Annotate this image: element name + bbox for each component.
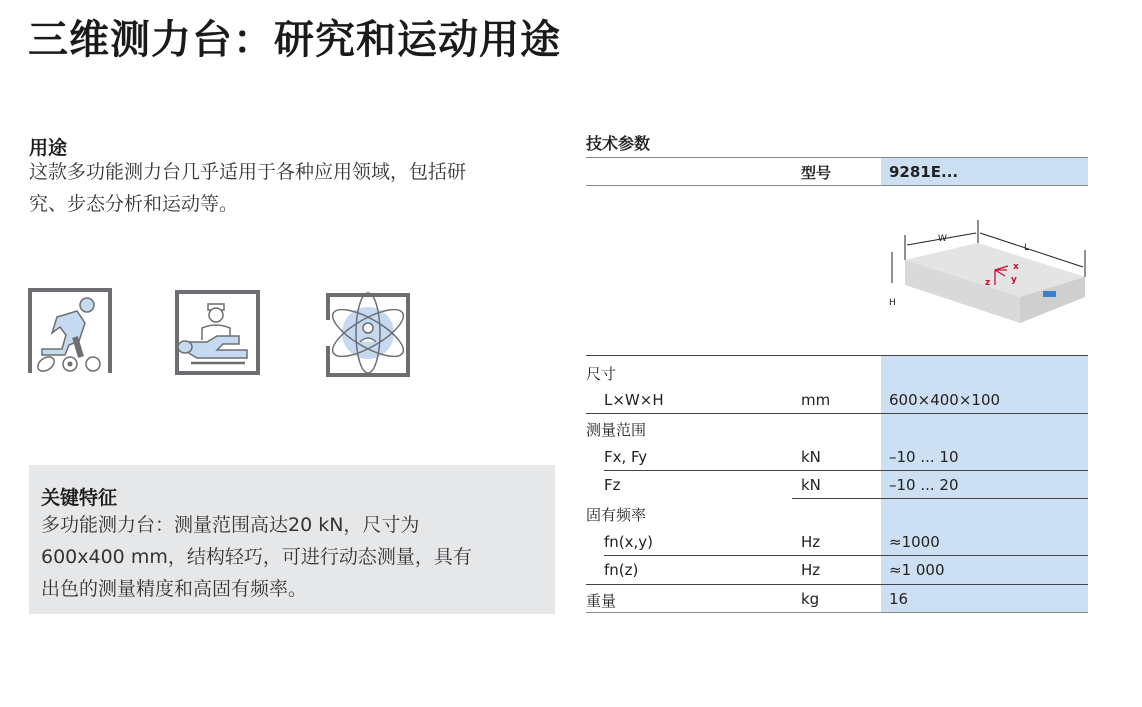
research-atom-icon [325, 290, 411, 378]
row-unit: kg [801, 590, 820, 608]
row-label-range: 测量范围 [586, 421, 647, 439]
row-value: ≈1000 [889, 533, 940, 551]
features-text [41, 509, 472, 605]
usage-text-line: 这款多功能测力台几乎适用于各种应用领域，包括研 [29, 161, 467, 183]
row-unit: Hz [801, 561, 821, 579]
row-label-lwh: L×W×H [604, 391, 664, 409]
row-value: ≈1 000 [889, 561, 945, 579]
features-heading: 关键特征 [41, 487, 118, 509]
row-label-fxfy: Fx, Fy [604, 448, 648, 466]
row-label-natural-frequency: 固有频率 [586, 506, 647, 524]
row-label-fnz: fn(z) [604, 561, 639, 579]
features-text-line: 出色的测量精度和高固有频率。 [41, 578, 308, 600]
z-label: z [985, 278, 991, 288]
sports-icon [27, 287, 113, 373]
row-unit: kN [801, 448, 821, 466]
l-label: L [1024, 243, 1030, 253]
row-value: 600×400×100 [889, 391, 1001, 409]
row-value: 16 [889, 590, 909, 608]
physiotherapy-icon [175, 290, 261, 376]
page-title: 三维测力台：研究和运动用途 [28, 17, 561, 63]
row-unit: mm [801, 391, 831, 409]
features-text-line: 多功能测力台：测量范围高达20 kN，尺寸为 [41, 514, 420, 536]
key-features-box [29, 465, 555, 614]
y-label: y [1011, 275, 1017, 285]
row-value: –10 ... 10 [889, 448, 959, 466]
row-label-dimensions: 尺寸 [586, 365, 617, 383]
row-label-fz: Fz [604, 476, 621, 494]
row-label-weight: 重量 [586, 592, 617, 610]
x-label: x [1013, 262, 1019, 272]
specs-title: 技术参数 [586, 134, 651, 153]
usage-heading: 用途 [29, 137, 68, 159]
row-value: –10 ... 20 [889, 476, 959, 494]
row-unit: kN [801, 476, 821, 494]
row-unit: Hz [801, 533, 821, 551]
features-text-line: 600x400 mm，结构轻巧，可进行动态测量，具有 [41, 546, 472, 568]
row-label-fnxy: fn(x,y) [604, 533, 654, 551]
h-label: H [889, 298, 896, 308]
usage-text-line: 究、步态分析和运动等。 [29, 193, 239, 215]
model-label: 型号 [801, 164, 832, 182]
model-value: 9281E... [889, 163, 959, 181]
force-plate-diagram [880, 215, 1090, 330]
usage-text [29, 156, 466, 220]
w-label: W [938, 234, 947, 244]
